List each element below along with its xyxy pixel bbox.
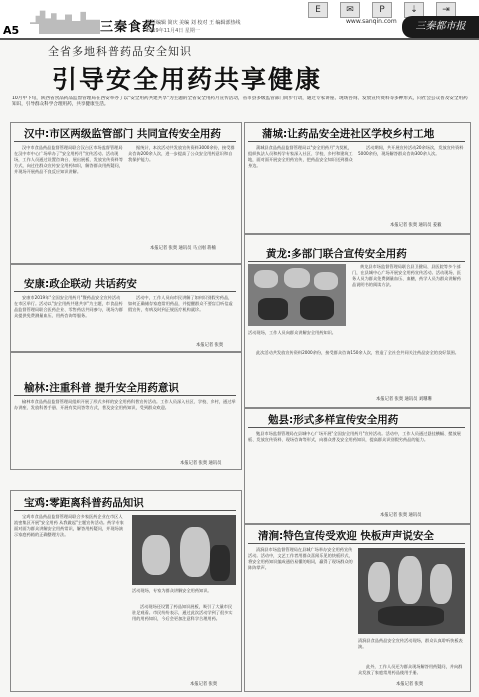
hanzhong-title: 汉中:市区两级监管部门 共同宣传安全用药 (24, 128, 221, 140)
hanzhong-title-rule (14, 141, 236, 142)
huanglong-title-rule (248, 261, 465, 262)
qingjian-photo-caption: 清涧县食品药品安全宣传活动现场，群众认真聆听快板表演。 (358, 638, 463, 649)
baoji-body-1: 宝鸡市食品药品监督管理局联合多家医药企业在市区人流密集区开展"安全用药 从我做起"主题宣传活动。药学专家面对面为群众讲解安全用药常识，解答用药疑问，并现场演示家庭药箱的正确整理方法。 (14, 514, 124, 538)
baoji-title: 宝鸡:零距离科普药品知识 (24, 497, 144, 509)
yulin-body: 榆林市食品药品监督管理局组织开展了形式多样的安全用药科普宣传活动。工作人员深入社区、学校、乡村，通过举办讲座、发放科普手册、开展有奖问答等方式，普及安全用药知识，受到群众欢迎。 (14, 399, 236, 411)
yulin-byline: 本报记者 张奥 通讯员 (180, 461, 222, 466)
masthead (0, 0, 479, 40)
pucheng-title: 蒲城:让药品安全进社区学校乡村工地 (262, 128, 435, 140)
qingjian-body-2: 此外，工作人员还为群众现场解答用药疑问，并向群众发放了家庭常用药品使用手册。 (358, 664, 463, 676)
header-date: 2019年11月4日 星期一 (146, 28, 200, 34)
header-rule (0, 38, 479, 40)
qingjian-title-rule (248, 543, 465, 544)
hanzhong-body-2: 据统计，本次活动共发放宣传资料3000余份，接受群众咨询200余人次，进一步提高了公众安全用药意识和自我保护能力。 (128, 145, 235, 163)
ankang-title-rule (14, 291, 236, 292)
qingjian-byline: 本报记者 张奥 (396, 682, 424, 687)
mianxian-title: 勉县:形式多样宣传安全用药 (268, 414, 399, 426)
edition-label: A5 (3, 24, 39, 39)
lead-paragraph: 10月中下旬，陕西省食品药品监督管理局在西安举办了以"安全用药共建共享"为主题的全省安全用药月宣传活动，省市县多级监管部门同步行动，通过专家讲座、现场咨询、发放宣传资料等多种形式，向社会公众普及安全用药知识，引导群众科学合理用药，共享健康生活。 (12, 96, 468, 108)
baoji-byline: 本报记者 张奥 (190, 682, 218, 687)
huanglong-photo (248, 264, 346, 326)
pucheng-title-rule (248, 141, 465, 142)
baoji-title-rule (14, 510, 236, 511)
pucheng-body-1: 蒲城县食品药品监督管理局以"安全用药月"为契机，组织执法人员和药学专家深入社区、学校、乡村和建筑工地，面对面开展安全用药宣传，把药品安全知识送到群众身边。 (248, 145, 353, 169)
hanzhong-byline: 本报记者 张奥 通讯员 马立刚 蒋楠 (150, 246, 216, 251)
huanglong-body-1: 黄龙县市场监督管理局联合县卫健局、县医院等多个部门，在县城中心广场开展安全用药宣传活动。活动现场，医务人员为群众免费测量血压、血糖，药学人员为群众讲解药品说明书的阅读方法。 (352, 264, 461, 288)
ankang-byline: 本报记者 张奥 (196, 343, 224, 348)
download-icon[interactable]: ⇣ (404, 2, 424, 18)
huanglong-body-2: 此次活动共发放宣传资料2000余份，接受群众咨询150余人次，营造了全社会共同关注药品安全的良好氛围。 (256, 350, 459, 355)
newspaper-logo: 三秦都市报 (402, 16, 479, 38)
baoji-body-2: 活动现场还设置了药品知识展板，吸引了大量市民驻足观看。市民纷纷表示，通过此次活动学到了很多实用的用药知识，今后会更加注意科学合理用药。 (132, 604, 233, 622)
baoji-photo (132, 515, 236, 585)
baoji-photo-caption: 活动现场，专家为群众讲解安全用药知识。 (132, 588, 212, 593)
yulin-title: 榆林:注重科普 提升安全用药意识 (24, 382, 179, 394)
hanzhong-body-1: 汉中市食品药品监督管理局联合汉台区市场监督管理局在汉中市中心广场举办了"安全用药月"宣传活动。活动现场，工作人员通过设置咨询台、展出展板、发放宣传资料等方式，向过往群众宣传安全用药知识，解答群众用药疑问，并现场开展药品不良反应知识讲解。 (14, 145, 123, 175)
share-icon[interactable]: ⇥ (436, 2, 456, 18)
section-name: 三秦食药 (100, 20, 157, 35)
huanglong-photo-caption: 活动现场，工作人员向群众讲解安全用药知识。 (248, 330, 336, 335)
qingjian-body-1: 清涧县市场监督管理局在县城广场举办安全用药宣传活动。活动中，文艺工作者用群众喜闻乐见的快板形式，将安全用药知识编成通俗易懂的唱词，赢得了现场群众的阵阵掌声。 (248, 547, 353, 571)
yulin-title-rule (14, 395, 236, 396)
mianxian-byline: 本报记者 张奥 通讯员 (380, 513, 422, 518)
city-skyline-graphic (30, 8, 100, 34)
mail-icon[interactable]: ✉ (340, 2, 360, 18)
qingjian-photo (358, 548, 465, 634)
pucheng-byline: 本报记者 张奥 通讯员 姜毅 (390, 223, 442, 228)
mianxian-title-rule (248, 427, 465, 428)
huanglong-byline: 本报记者 张奥 通讯员 刘珊珊 (376, 397, 432, 402)
headline: 引导安全用药共享健康 (52, 65, 323, 94)
huanglong-title: 黄龙:多部门联合宣传安全用药 (266, 248, 407, 260)
print-icon[interactable]: P (372, 2, 392, 18)
header-url: www.sanqin.com (346, 18, 397, 25)
ankang-body-2: 活动中，工作人员向市民讲解了如何识别假劣药品，如何正确储存家庭常用药品，并提醒群众不要盲目听信虚假宣传，有病及时到正规医疗机构就诊。 (128, 295, 233, 313)
ankang-title: 安康:政企联动 共话药安 (24, 278, 137, 290)
qingjian-title: 清涧:特色宣传受欢迎 快板声声说安全 (258, 530, 434, 542)
kicker: 全省多地科普药品安全知识 (48, 45, 192, 58)
pucheng-body-2: 活动期间，共开展宣传活动20余场次，发放宣传资料5000余份，现场解答群众咨询300余人次。 (358, 145, 464, 157)
mianxian-body: 勉县市场监督管理局在县城中心广场开展"全国安全用药月"宣传活动。活动中，工作人员通过悬挂横幅、摆放展板、发放宣传资料、现场咨询等形式，向群众普及安全用药知识，提高群众识别假劣药品的能力。 (248, 431, 461, 443)
edit-icon[interactable]: E (308, 2, 328, 18)
ankang-body-1: 安康市2019年"全国安全用药月"暨药品安全宣传活动在市区举行。活动以"安全用药共建共享"为主题，市食品药品监督管理局联合医药企业、零售药店共同参与，现场为群众提供免费测量血压、用药咨询等服务。 (14, 295, 123, 319)
header-meta: 责任编辑 简庆 美编 刘 校对 王 编辑部热线 (146, 20, 241, 26)
